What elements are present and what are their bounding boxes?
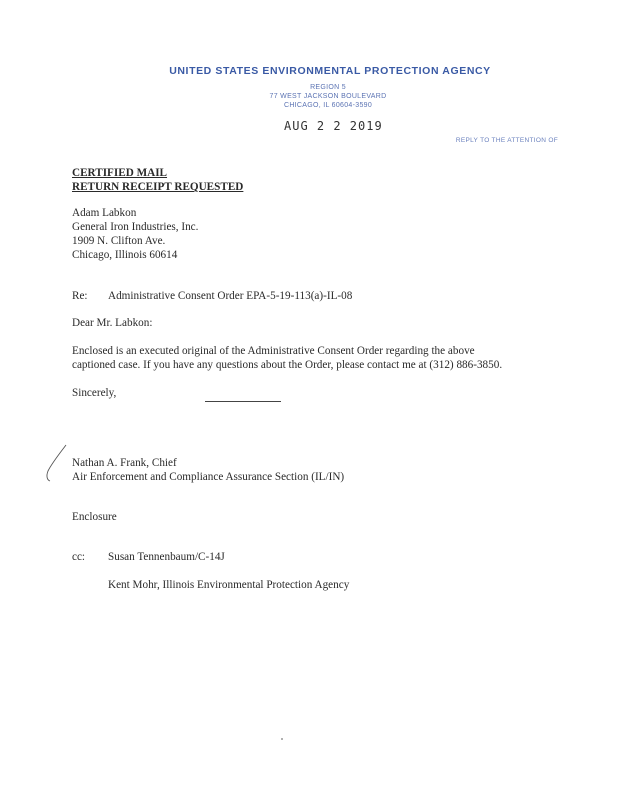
signer-title: Air Enforcement and Compliance Assurance Section (IL/IN) — [72, 471, 345, 483]
recipient-street: 1909 N. Clifton Ave. — [72, 235, 166, 247]
reply-to-label: REPLY TO THE ATTENTION OF — [455, 137, 558, 144]
salutation: Dear Mr. Labkon: — [72, 317, 153, 329]
enclosure-note: Enclosure — [72, 511, 117, 523]
agency-region: REGION 5 — [310, 84, 346, 91]
re-label: Re: — [72, 290, 88, 302]
cc-recipient-1: Susan Tennenbaum/C-14J — [108, 551, 225, 563]
signer-name: Nathan A. Frank, Chief — [72, 457, 177, 469]
recipient-name: Adam Labkon — [72, 207, 137, 219]
body-line-1: Enclosed is an executed original of the Administrative Consent Order regarding the above — [72, 345, 475, 357]
cc-recipient-2: Kent Mohr, Illinois Environmental Protection Agency — [108, 579, 350, 591]
cc-label: cc: — [72, 551, 86, 563]
scan-artifact — [281, 738, 283, 740]
agency-name: UNITED STATES ENVIRONMENTAL PROTECTION AGENCY — [169, 65, 491, 77]
return-receipt-heading: RETURN RECEIPT REQUESTED — [72, 181, 244, 193]
agency-city: CHICAGO, IL 60604-3590 — [283, 102, 373, 109]
agency-street: 77 WEST JACKSON BOULEVARD — [269, 93, 387, 100]
re-subject: Administrative Consent Order EPA-5-19-113(a)-IL-08 — [108, 290, 353, 302]
signature-mark — [42, 443, 72, 483]
body-line-2: captioned case. If you have any questions about the Order, please contact me at (312) 886-3850. — [72, 359, 503, 371]
recipient-company: General Iron Industries, Inc. — [72, 221, 199, 233]
date-stamp: AUG 2 2 2019 — [284, 119, 383, 133]
signature-line — [205, 401, 281, 402]
certified-mail-heading: CERTIFIED MAIL — [72, 167, 168, 179]
closing: Sincerely, — [72, 387, 117, 399]
recipient-city: Chicago, Illinois 60614 — [72, 249, 178, 261]
